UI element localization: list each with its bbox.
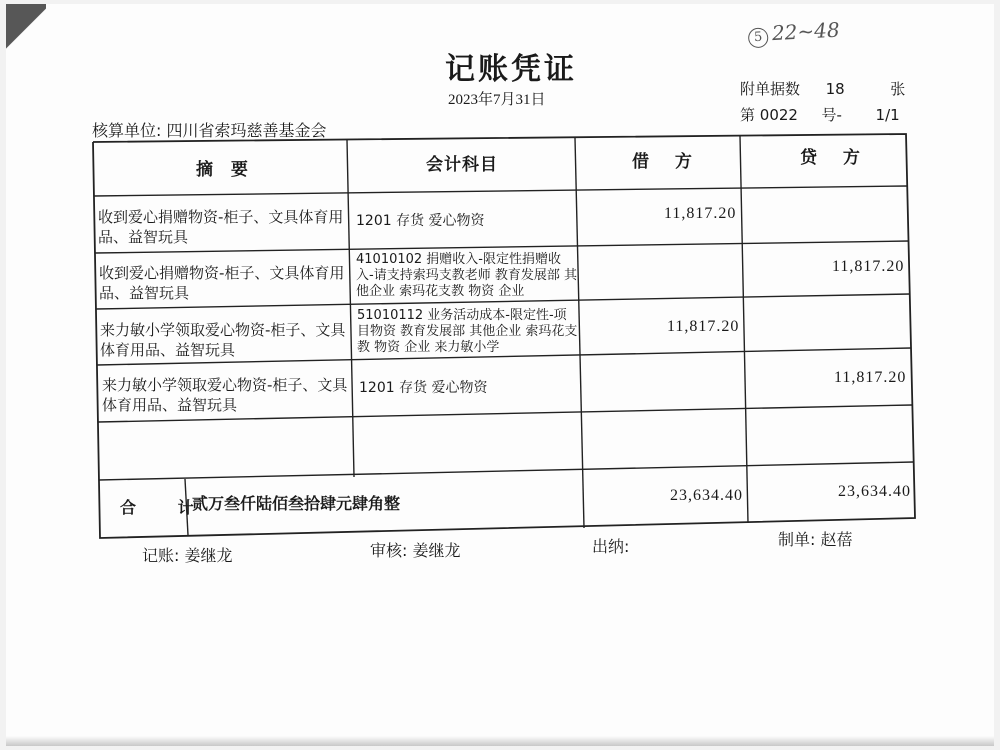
reviewer-signature — [370, 538, 461, 561]
cashier-label: 出纳: — [592, 537, 630, 556]
circled-number: 5 — [748, 27, 769, 48]
header-credit: 贷 方 — [800, 148, 870, 168]
row-1-debit: 11,817.20 — [664, 205, 737, 222]
row-1-summary: 收到爱心捐赠物资-柜子、文具体育用品、益智玩具 — [98, 208, 344, 246]
preparer-name: 赵蓓 — [820, 530, 853, 549]
row-2-credit: 11,817.20 — [832, 258, 905, 275]
reviewer-name: 姜继龙 — [412, 541, 461, 560]
attachment-label: 附单据数 — [740, 80, 801, 98]
total-amount-words: 贰万叁仟陆佰叁拾肆元肆角整 — [192, 494, 401, 513]
row-4-summary: 来力敏小学领取爱心物资-柜子、文具体育用品、益智玩具 — [102, 376, 348, 414]
voucher-prefix: 第 — [740, 106, 756, 124]
voucher-number-value: 0022 — [759, 106, 798, 124]
total-debit: 23,634.40 — [670, 487, 743, 504]
header-account: 会计科目 — [426, 155, 498, 175]
total-credit: 23,634.40 — [838, 483, 911, 500]
total-label: 合 计 — [120, 498, 212, 517]
bookkeeper-name: 姜继龙 — [184, 546, 233, 565]
bookkeeper-signature — [142, 543, 233, 566]
row-1-account: 1201 存货 爱心物资 — [356, 213, 485, 229]
row-2-summary: 收到爱心捐赠物资-柜子、文具体育用品、益智玩具 — [99, 264, 345, 302]
preparer-signature — [778, 527, 853, 550]
voucher-date: 2023年7月31日 — [448, 92, 546, 108]
voucher-title: 记账凭证 — [445, 52, 577, 87]
header-debit: 借 方 — [632, 152, 702, 172]
header-summary: 摘 要 — [196, 160, 254, 180]
handwritten-range: 22~48 — [771, 17, 841, 46]
voucher-suffix: 号- — [821, 106, 842, 124]
reviewer-label: 审核: — [370, 541, 408, 560]
row-3-summary: 来力敏小学领取爱心物资-柜子、文具体育用品、益智玩具 — [100, 321, 346, 359]
preparer-label: 制单: — [778, 530, 816, 549]
attachment-unit: 张 — [890, 80, 906, 98]
row-4-account: 1201 存货 爱心物资 — [359, 380, 488, 396]
bookkeeper-label: 记账: — [142, 546, 180, 565]
row-4-credit: 11,817.20 — [834, 369, 907, 386]
attachment-number: 18 — [825, 80, 845, 98]
unit-label: 核算单位: — [92, 121, 162, 140]
row-3-debit: 11,817.20 — [667, 318, 740, 335]
voucher-page: 1/1 — [875, 106, 900, 124]
cashier-signature — [592, 534, 629, 557]
row-3-account: 51010112 业务活动成本-限定性-项目物资 教育发展部 其他企业 索玛花支教 物资 企业 来力敏小学 — [357, 308, 578, 355]
row-2-account: 41010102 捐赠收入-限定性捐赠收入-请支持索玛支教老师 教育发展部 其他企业 索玛花支教 物资 企业 — [356, 252, 577, 299]
unit-name: 四川省索玛慈善基金会 — [166, 121, 327, 140]
